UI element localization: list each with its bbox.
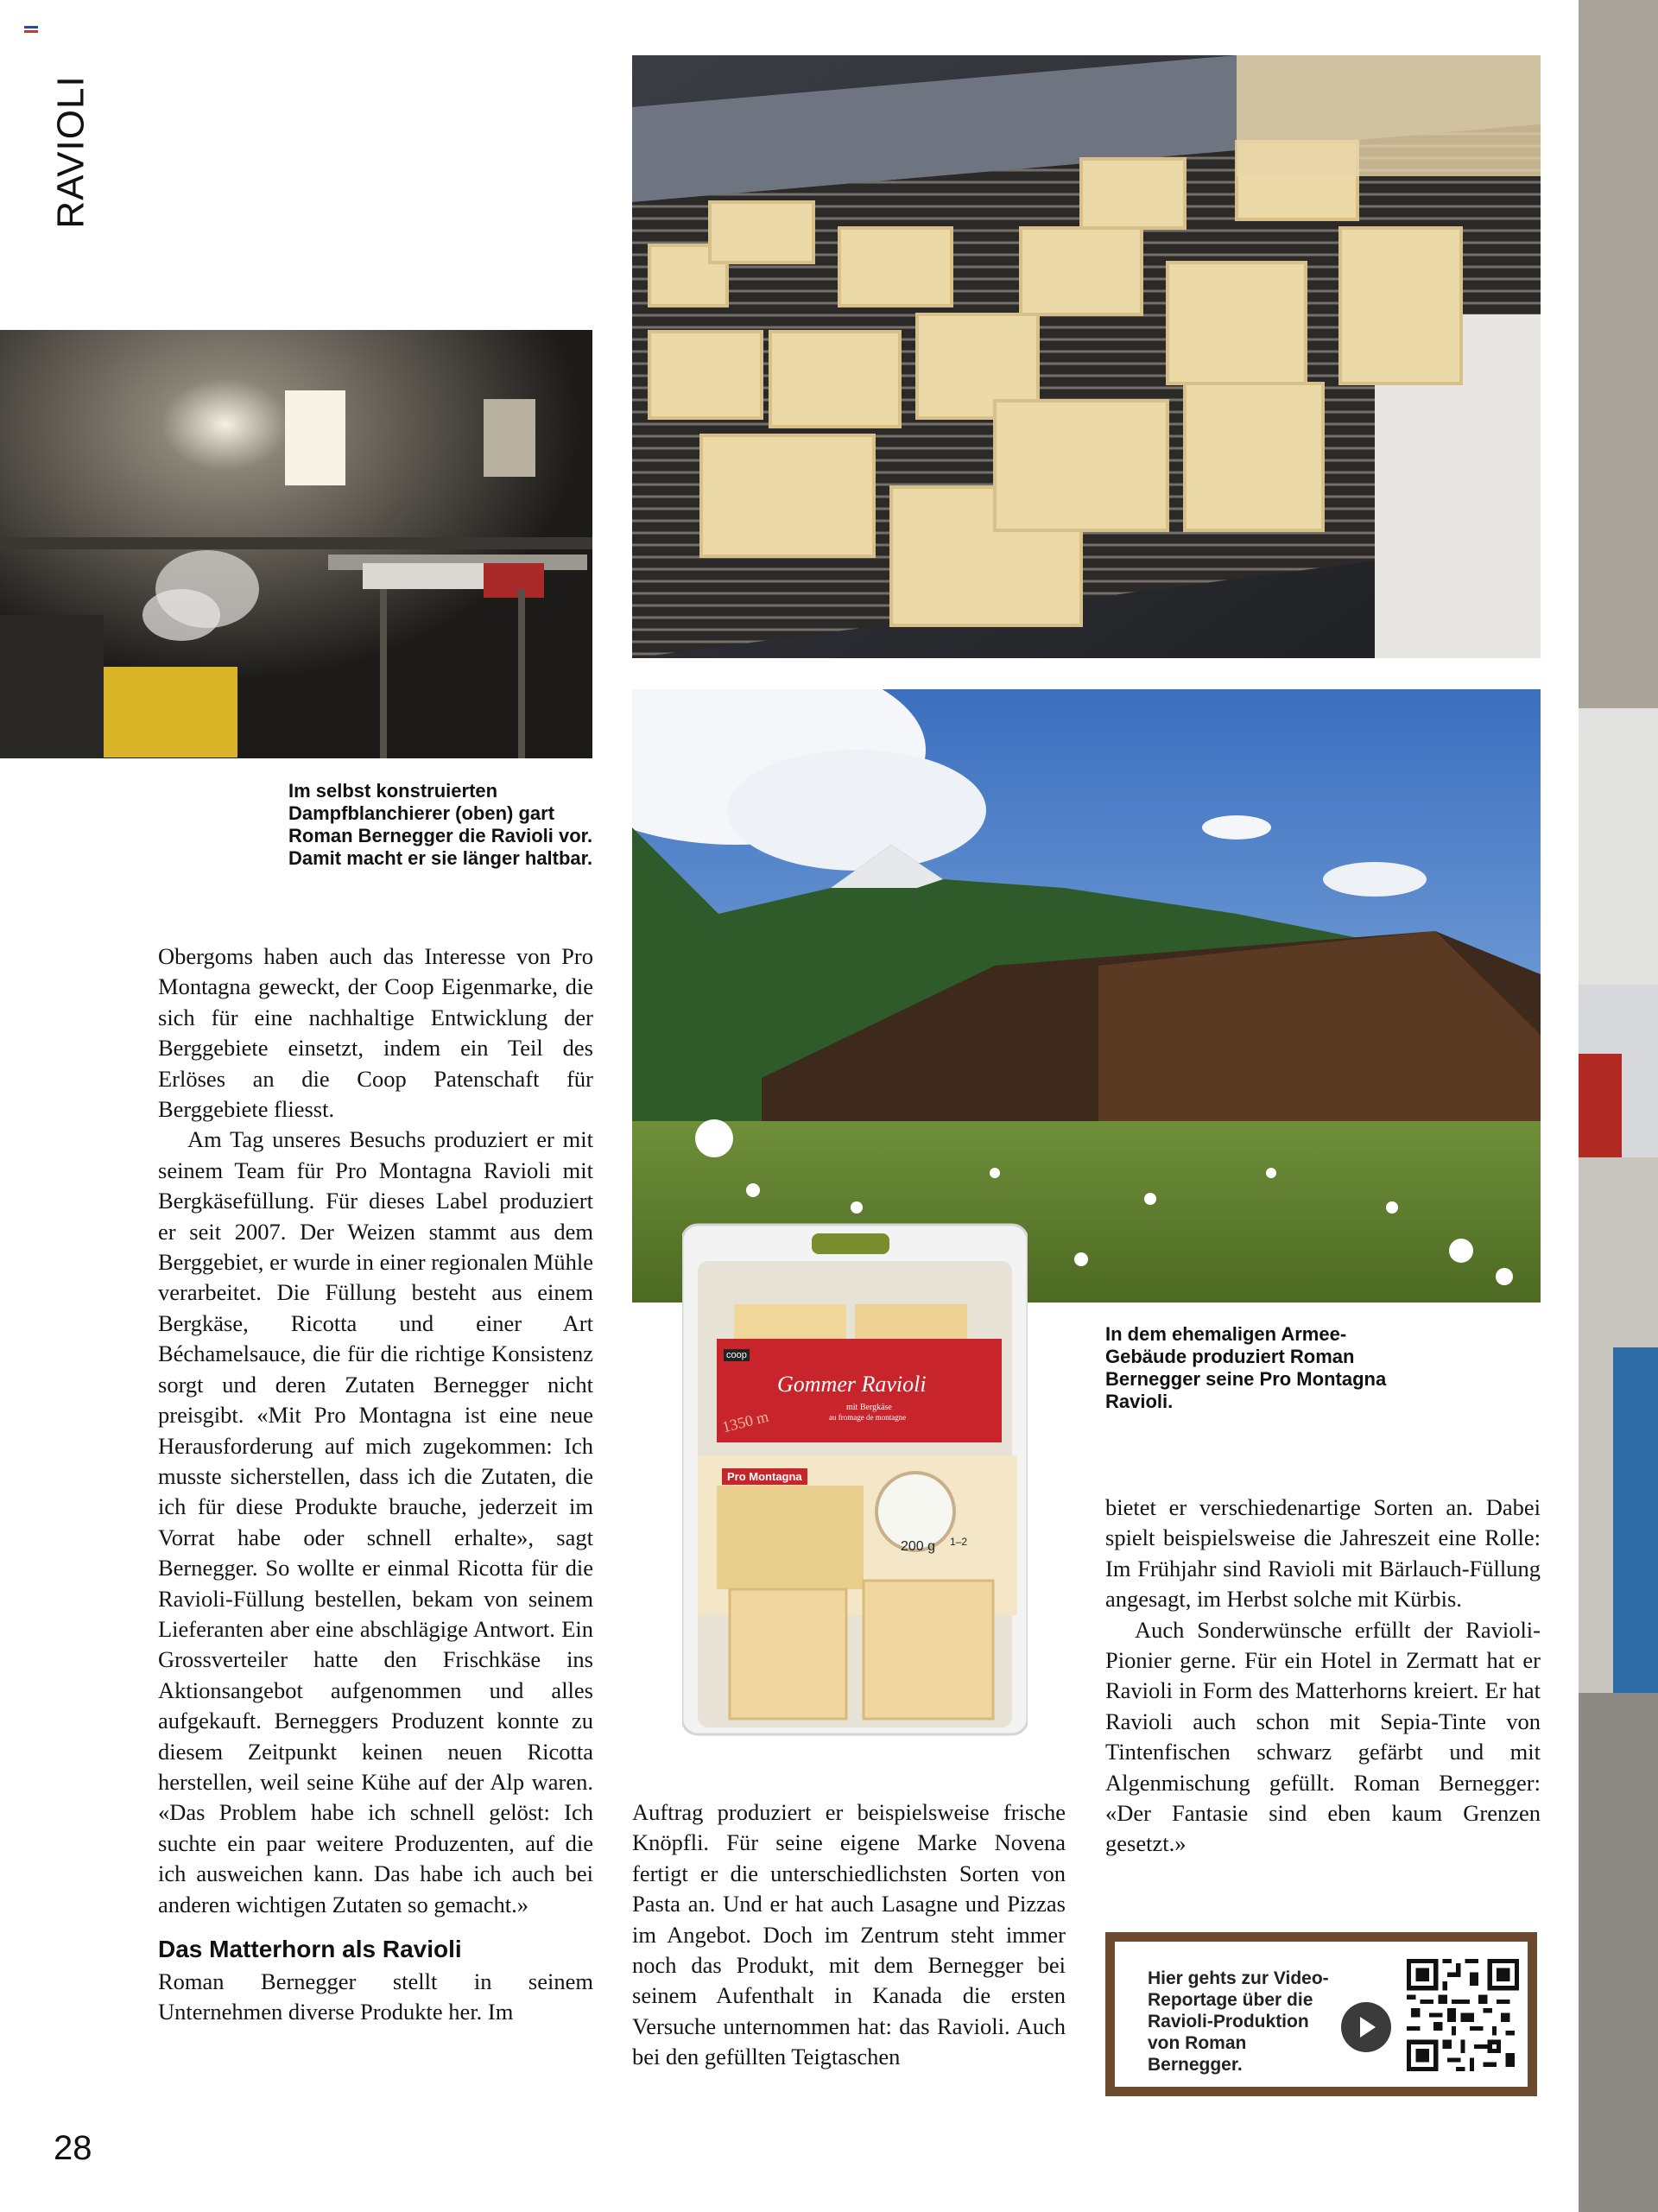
caption-steam-blancher: Im selbst konstruierten Dampfblanchierer (oben) gart Roman Bernegger die Ravioli vor. Damit macht er sie länger haltbar.	[288, 780, 593, 869]
article-column-2	[632, 1797, 1066, 2073]
package-brand-logo: coop	[724, 1349, 750, 1361]
video-reportage-box[interactable]	[1105, 1932, 1537, 2096]
photo-steam-blancher	[0, 330, 592, 758]
video-reportage-text: Hier gehts zur Video-Reportage über die Ravioli-Produktion von Roman Bernegger.	[1148, 1968, 1329, 2075]
article-paragraph: Auch Sonderwünsche erfüllt der Ravioli-Pionier gerne. Für ein Hotel in Zermatt hat er Ravioli in Form des Matterhorns kreiert. Er hat Ravioli auch schon mit Sepia-Tinte von Tintenfischen schwarz gefärbt und mit Algenmischung gefüllt. Roman Bernegger: «Der Fantasie sind eben kaum Grenzen gesetzt.»	[1105, 1616, 1541, 1857]
photo-barn-meadow	[632, 689, 1541, 1302]
qr-code-icon[interactable]	[1407, 1959, 1519, 2071]
article-paragraph: bietet er verschiedenartige Sorten an. Dabei spielt beispielsweise die Jahreszeit eine Rolle: Im Frühjahr sind Ravioli mit Bärlauch-Füllung angesagt, im Herbst solche mit Kürbis.	[1105, 1494, 1541, 1613]
photo-ravioli-conveyor	[632, 55, 1541, 658]
article-paragraph: Roman Bernegger stellt in seinem Unternehmen diverse Produkte her. Im	[158, 1968, 593, 2025]
section-label	[33, 76, 111, 227]
article-column-3	[1105, 1493, 1541, 1860]
video-reportage-inner	[1115, 1942, 1528, 2087]
package-subtitle-1: mit Bergkäse	[846, 1403, 892, 1412]
play-icon[interactable]	[1341, 2002, 1391, 2052]
page-number: 28	[54, 2129, 92, 2167]
next-page-edge	[1579, 0, 1658, 2212]
article-paragraph: Auftrag produziert er beispielsweise frische Knöpfli. Für seine eigene Marke Novena fertigt er die unterschiedlichsten Sorten von Pasta an. Und er hat auch Lasagne und Pizzas im Angebot. Doch im Zentrum steht immer noch das Produkt, mit dem Bernegger bei seinem Aufenthalt in Kanada die ersten Versuche unternommen hat: das Ravioli. Auch bei den gefüllten Teigtaschen	[632, 1799, 1066, 2070]
article-paragraph: Obergoms haben auch das Interesse von Pro Montagna geweckt, der Coop Eigenmarke, die sich für eine nachhaltige Entwicklung der Berggebiete einsetzt, indem ein Teil des Erlöses an die Coop Patenschaft für Berggebiete fliesst.	[158, 943, 593, 1123]
package-weight: 200 g	[901, 1539, 936, 1554]
caption-barn: In dem ehemaligen Armee-Gebäude produziert Roman Bernegger seine Pro Montagna Ravioli.	[1105, 1323, 1387, 1412]
package-portions: 1–2	[950, 1536, 968, 1548]
package-subtitle-2: au fromage de montagne	[829, 1413, 907, 1422]
package-altitude: 1350 m	[720, 1407, 771, 1436]
package-product-name: Gommer Ravioli	[777, 1372, 927, 1397]
corner-mark	[24, 26, 38, 35]
article-paragraph: Am Tag unseres Besuchs produziert er mit seinem Team für Pro Montagna Ravioli mit Bergkäsefüllung. Für dieses Label produziert er seit 2007. Der Weizen stammt aus dem Berggebiet, er wurde in einer regionalen Mühle verarbeitet. Die Füllung besteht aus einem Bergkäse, Ricotta und einer Art Béchamelsauce, die für die richtige Konsistenz sorgt und deren Zutaten Bernegger nicht preisgibt. «Mit Pro Montagna ist eine neue Herausforderung auf mich zugekommen: Ich musste sicherstellen, dass ich die Zutaten, die ich für diese Produkte brauche, jederzeit im Vorrat habe oder schnell erhalte», sagt Bernegger. So wollte er einmal Ricotta für die Ravioli-Füllung bestellen, bekam von seinem Lieferanten aber eine abschlägige Antwort. Ein Grossverteiler hatte den Frischkäse ins Aktionsangebot aufgenommen und alles aufgekauft. Berneggers Produzent konnte zu diesem Zeitpunkt keinen neuen Ricotta herstellen, weil seine Kühe auf der Alp waren. «Das Problem habe ich schnell gelöst: Ich suchte ein paar weitere Produzenten, auf die ich ausweichen kann. Das habe ich auch bei anderen wichtigen Zutaten so gemacht.»	[158, 1126, 593, 1917]
subheading: Das Matterhorn als Ravioli	[158, 1936, 462, 1962]
package-pro-montagna-label: Pro Montagna	[722, 1468, 807, 1485]
photo-package	[682, 1218, 1028, 1736]
section-label-text: RAVIOLI	[50, 74, 93, 229]
article-column-1	[158, 941, 593, 2028]
